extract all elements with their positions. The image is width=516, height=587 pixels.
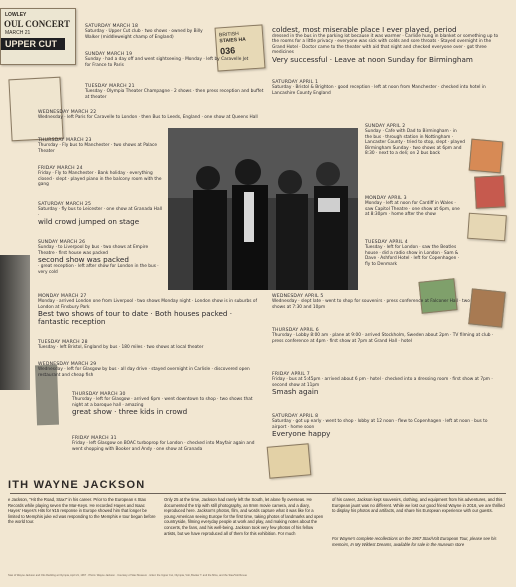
diary-entry [85,52,255,68]
entry-highlight: Smash again [272,387,319,397]
entry-date: SUNDAY MARCH 19 [85,52,133,57]
diary-entry [85,24,215,40]
entry-text: Sunday · to Liverpool by bus · two shows at Empire Theatre · first house was packed [38,245,149,256]
credits-footer: Stax of Wayne Jackson and Otis Redding at Olympia, April 21, 1967 · Photo: Wayne Jackson · Courtesy of Stax Museum · ticket: the Upper Cut, Olympia, Volt, Booker T. and the MGs, and the Stax/Volt Revue [8,574,247,577]
entry-date: THURSDAY MARCH 30 [72,392,126,397]
text-column-3: of his career, Jackson kept souvenirs, clothing, and equipment from his adventures, and this European jaunt was no different. While we lost our good friend Wayne in 2016, we are thrilled to display his photos and artifacts, and share his European experience with our guests. [332,497,505,514]
entry-text: Wednesday · left Paris for Caravelle to London · then Bus to Leeds, England · one show at Queens Hall [38,115,258,121]
stub-line: 036 [219,45,236,57]
entry-text: Thursday · left for Glasgow · arrived 6pm · went downtown to shop · two shows that night at a baroque hall · amazing [72,397,253,408]
diary-entry [72,392,264,416]
entry-date: SATURDAY APRIL 8 [272,414,319,419]
diary-entry [365,196,465,218]
entry-text: Friday · Fly to Manchester · Bank holiday · everything closed · slept · played piano in the balcony room with the gang [38,171,162,188]
diary-entry [85,84,265,100]
entry-text: Tuesday · left for London · saw the Beatles house · did a radio show in London · Sam & Dave · Ashford Hotel · left for Copenhagen · fly to Denmark [365,245,460,267]
diary-entry [38,340,268,351]
entry-date: SUNDAY APRIL 2 [365,124,406,129]
entry-date: FRIDAY APRIL 7 [272,372,310,377]
diary-entry [38,138,163,154]
entry-highlight: second show was packed [38,255,129,265]
entry-text: Tuesday · left Bristol, England by bus · 180 miles · two shows at local theater [38,345,204,351]
entry-date: MONDAY MARCH 27 [38,294,87,299]
diary-entry [272,372,502,396]
entry-date: SATURDAY APRIL 1 [272,80,319,85]
intro-heading: coldest, most miserable place I ever played, period [272,25,457,34]
diary-entry [38,202,163,226]
entry-date: FRIDAY MARCH 24 [38,166,83,171]
ticket-brown [468,288,506,327]
band-photograph [168,128,358,290]
photo-fragment [0,255,30,390]
ticket-line: MARCH 21 [5,30,31,36]
entry-date: FRIDAY MARCH 31 [72,436,117,441]
entry-date: WEDNESDAY APRIL 5 [272,294,324,299]
diary-entry [38,362,268,378]
stub-line: STAIES HA [219,36,246,45]
entry-date: TUESDAY MARCH 21 [85,84,135,89]
entry-text: Saturday · got up early · went to shop · lobby at 12 noon · flew to Copenhagen · left at noon · bus to airport · home soon [272,419,488,430]
entry-date: THURSDAY MARCH 23 [38,138,92,143]
diary-entry [272,328,502,344]
diary-entry [365,240,465,267]
entry-date: SATURDAY MARCH 25 [38,202,92,207]
entry-text: Saturday · Bristol & Brighton · good reception · left at noon from Manchester · checked into hotel in Lancashire County England [272,85,486,96]
receipt-slip [8,77,63,142]
ticket-cream [467,213,507,242]
entry-text: Thursday · Fly bus to Manchester · two shows at Palace Theater [38,143,158,154]
diary-entry [365,124,465,156]
entry-date: WEDNESDAY MARCH 22 [38,110,97,115]
diary-entry [272,294,472,310]
ticket-line: LOWLEY [5,12,27,18]
entry-text: Friday · left Glasgow on BOAC turboprop for London · checked into Mayfair again and went shopping with Booker and Andy · one show at Granada [72,441,255,452]
ticket-bottom [267,443,312,479]
diary-entry [272,80,492,96]
entry-highlight: Best two shows of tour to date · Both houses packed · fantastic reception [38,309,233,327]
entry-text: Wednesday · slept late · went to shop for souvenirs · press conference at Falconer Hall · two shows at 7:30 and 10pm [272,299,470,310]
entry-text: · great reception · left after show for London in the bus · very cold [38,264,159,275]
text-column-2: Only 25 at the time, Jackson had rarely left the South, let alone fly overseas. He documented the trip with still photography, an 8mm movie camera, and a diary, reproduced here. Jackson's photos, film, and words capture what it was like for a young American seeing Europe for the first time, taking photos of landmarks and open countryside, filming everyday people at work and play, and making notes about the concerts, the fans, and his well-being. Jackson took very few photos of his fellow artists, but we have reproduced all of them for this exhibition. For much [164,497,324,536]
entry-date: SATURDAY MARCH 18 [85,24,139,29]
ticket-red [474,175,506,209]
entry-text: Monday · left at noon for Cardiff in Wales · saw Capitol Theatre · one show at 6pm, one at 8:30pm · home after the show [365,201,460,218]
concert-ticket [0,8,76,65]
stub-line: BRITISH [218,31,239,39]
entry-text: Saturday · fly bus to Leicester · one show at Granada Hall · [38,207,162,218]
memoir-note: For Wayne's complete recollections on the 1967 Stax/Volt European Tour, please see his memoirs, In My Wildest Dreams, available for sale in the museum store [332,536,497,547]
entry-highlight: great show · three kids in crowd [72,407,188,417]
entry-text: Thursday · Lobby 8:00 am · plane at 9:00 · arrived Stockholm, Sweden about 2pm · TV filming at club · press conference at 4pm · first show at 7pm at Grand Hall · hotel [272,333,494,344]
section-divider [10,493,506,494]
ticket-line: UPPER CUT [1,38,65,50]
diary-entry [38,110,268,121]
entry-date: THURSDAY APRIL 6 [272,328,319,333]
entry-date: WEDNESDAY MARCH 29 [38,362,97,367]
intro-text: dressed in the bus in the parking lot because it was warmer · Carlisle hung in blanket or something up to the rooms for a little privacy · everyone was sick with colds and sore throats · Stayed overnight in the Grand Hotel · Doctor came to the theater with aid that night and checked everyone over · got three medicines [272,34,499,56]
entry-date: MONDAY APRIL 3 [365,196,407,201]
entry-date: TUESDAY APRIL 4 [365,240,408,245]
entry-text: Sunday · had a day off and went sightseeing · Monday · left by Caravelle Jet for France to Paris [85,57,249,68]
diary-entry [272,414,502,438]
diary-entry [38,166,163,188]
entry-text: Tuesday · Olympia Theater Champagne · 2 shows · then press reception and buffet at theater [85,89,264,100]
entry-text: Saturday · Upper Cut club · two shows · owned by Billy Walker (middleweight champ of England) [85,29,203,40]
entry-text: Monday · arrived London one from Liverpool · two shows Monday night · London show is in suburbs of London at Finsbury Park [38,299,257,310]
entry-text: Friday · bus at 5:45pm · arrived about 6 pm · hotel · checked into a dressing room · first show at 7pm · second show at 11pm [272,377,493,388]
diary-entry [38,294,263,326]
entry-text: Sunday · Cafe with Dad to Birmingham · in the bus · through station in Nottingham · Lancaster County · tried to stop, slept · played Birmingham Sunday · two shows at 6pm and 8:30 · next to a deli; on 2 bus back [365,129,465,157]
diary-entry [72,436,264,452]
entry-date: SUNDAY MARCH 26 [38,240,86,245]
photo-figures [168,128,358,290]
entry-highlight: Everyone happy [272,429,331,439]
section-title: ITH WAYNE JACKSON [8,479,146,491]
diary-entry [38,240,163,275]
entry-text: Wednesday · left for Glasgow by bus · all day drive · stayed overnight in Carlisle · discovered open restaurant and cheap fish [38,367,250,378]
ticket-line: OUL CONCERT [4,19,70,29]
entry-date: TUESDAY MARCH 28 [38,340,88,345]
diary-intro [272,26,502,64]
entry-highlight: wild crowd jumped on stage [38,217,140,227]
text-column-1: e Jackson, "Hit the Road, Stax!" in his career. Prior to the European s Stax Records while playing seven the Mar-Keys. He recorded Hayes and Isaac Hayes' Hayes's Hits for ¥15 response in Europe showed him that longer be limited to Memphis juke ed was responding to the Memphis e tour began before the world tour. [8,497,156,525]
ticket-orange [469,139,504,174]
intro-highlight: Very successful · Leave at noon Sunday for Birmingham [272,54,473,64]
